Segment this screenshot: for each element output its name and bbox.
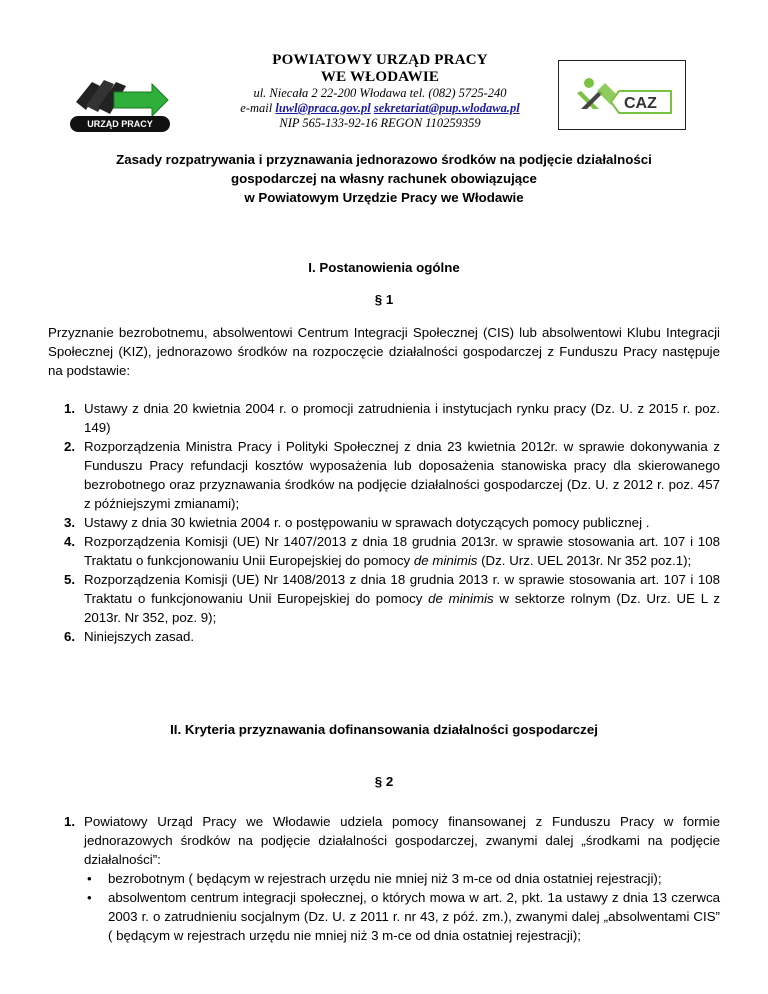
list-item-text: Niniejszych zasad. — [84, 629, 195, 644]
email-link-1[interactable]: luwl@praca.gov.pl — [275, 101, 371, 115]
email-link-2[interactable]: sekretariat@pup.wlodawa.pl — [373, 101, 520, 115]
caz-logo-text: CAZ — [624, 95, 657, 112]
list-item-text: Rozporządzenia Ministra Pracy i Polityki Społecznej z dnia 23 kwietnia 2012r. w sprawie dokonywania z Funduszu Pracy refundacji kosztów wyposażenia lub doposażenia stanowiska pracy dla skierowanego bezrobotnego oraz przyznawania środków na podjęcie działalności gospodarczej (Dz. U. z 2012 r. poz. 457 z późniejszymi zmianami); — [84, 439, 720, 511]
section-2-heading: II. Kryteria przyznawania dofinansowania działalności gospodarczej — [170, 722, 598, 737]
office-name-line-2: WE WŁODAWIE — [320, 69, 440, 85]
office-address: ul. Niecała 2 22-200 Włodawa tel. (082) 5725-240 — [253, 86, 507, 100]
office-nip-regon: NIP 565-133-92-16 REGON 110259359 — [279, 116, 481, 130]
section-1-paragraph-mark: § 1 — [374, 292, 394, 307]
bullet-icon: • — [87, 871, 92, 886]
list-item-text-before: Rozporządzenia Komisji (UE) Nr 1408/2013 z dnia 18 grudnia 2013 r. w sprawie stosowania art. 107 i 108 Traktatu o funkcjonowaniu Unii Europejskiej do pomocy — [84, 572, 720, 606]
list-item — [56, 532, 720, 570]
list-item-number: 4. — [64, 534, 76, 549]
list-item — [56, 627, 720, 646]
list-item-number: 3. — [64, 515, 76, 530]
email-prefix: e-mail — [240, 101, 273, 115]
office-header — [205, 52, 555, 131]
bullet-text: absolwentom centrum integracji społecznej, o których mowa w art. 2, pkt. 1a ustawy z dnia 13 czerwca 2003 r. o zatrudnieniu socjalnym (Dz. U. z 2011 r. nr 43, z póź. zm.), zwanymi dalej „absolwentami CIS” ( będącym w rejestrach urzędu nie mniej niż 3 m-ce od dnia ostatniej rejestracji); — [108, 890, 720, 943]
criteria-list — [56, 812, 720, 945]
list-item-text-italic: de minimis — [413, 553, 478, 568]
eligible-groups-list — [84, 869, 720, 945]
list-item-text-before: Rozporządzenia Komisji (UE) Nr 1407/2013 z dnia 18 grudnia 2013r. w sprawie stosowania art. 107 i 108 Traktatu o funkcjonowaniu Unii Europejskiej do pomocy — [84, 534, 720, 568]
office-email-line — [205, 101, 555, 116]
list-item — [56, 513, 720, 532]
logo-left-caption: URZĄD PRACY — [70, 116, 170, 132]
arrow-logo-icon — [70, 72, 170, 122]
document-title-line-3: w Powiatowym Urzędzie Pracy we Włodawie — [244, 190, 524, 205]
list-item-text: Ustawy z dnia 30 kwietnia 2004 r. o postępowaniu w sprawach dotyczących pomocy publicznej . — [84, 515, 650, 530]
section-1-intro: Przyznanie bezrobotnemu, absolwentowi Centrum Integracji Społecznej (CIS) lub absolwentowi Klubu Integracji Społecznej (KIZ), jednorazowo środków na rozpoczęcie działalności gospodarczej z Funduszu Pracy następuje na podstawie: — [48, 325, 720, 378]
list-item-number: 5. — [64, 572, 76, 587]
list-item-number: 2. — [64, 439, 76, 454]
list-item-text-after: (Dz. Urz. UEL 2013r. Nr 352 poz.1); — [477, 553, 692, 568]
bullet-item — [84, 869, 720, 888]
legal-basis-list — [56, 399, 720, 646]
list-item — [56, 570, 720, 627]
list-item-number: 6. — [64, 629, 76, 644]
section-2-paragraph-mark: § 2 — [374, 774, 394, 789]
list-item — [56, 812, 720, 945]
urzad-pracy-logo — [70, 72, 170, 134]
section-1-heading: I. Postanowienia ogólne — [308, 260, 460, 275]
bullet-text: bezrobotnym ( będącym w rejestrach urzędu nie mniej niż 3 m-ce od dnia ostatniej rejestracji); — [108, 871, 662, 886]
caz-logo — [558, 60, 686, 130]
document-title-line-1: Zasady rozpatrywania i przyznawania jednorazowo środków na podjęcie działalności — [116, 152, 652, 167]
list-item-number: 1. — [64, 814, 76, 829]
document-title — [80, 150, 688, 207]
document-title-line-2: gospodarczej na własny rachunek obowiązujące — [231, 171, 537, 186]
office-name-line-1: POWIATOWY URZĄD PRACY — [272, 52, 488, 68]
bullet-icon: • — [87, 890, 92, 905]
list-item-text: Powiatowy Urząd Pracy we Włodawie udziela pomocy finansowanej z Funduszu Pracy w formie jednorazowych środków na podjęcie działalności gospodarczej, zwanymi dalej „środkami na podjęcie działalności”: — [84, 814, 720, 867]
list-item-text-italic: de minimis — [428, 591, 494, 606]
bullet-item — [84, 888, 720, 945]
list-item-text-after: w sektorze rolnym (Dz. Urz. UE L z 2013r. Nr 352, poz. 9); — [84, 591, 721, 625]
list-item — [56, 437, 720, 513]
list-item — [56, 399, 720, 437]
list-item-text: Ustawy z dnia 20 kwietnia 2004 r. o promocji zatrudnienia i instytucjach rynku pracy (Dz. U. z 2015 r. poz. 149) — [84, 401, 720, 435]
list-item-number: 1. — [64, 401, 76, 416]
caz-logo-icon — [559, 61, 685, 129]
